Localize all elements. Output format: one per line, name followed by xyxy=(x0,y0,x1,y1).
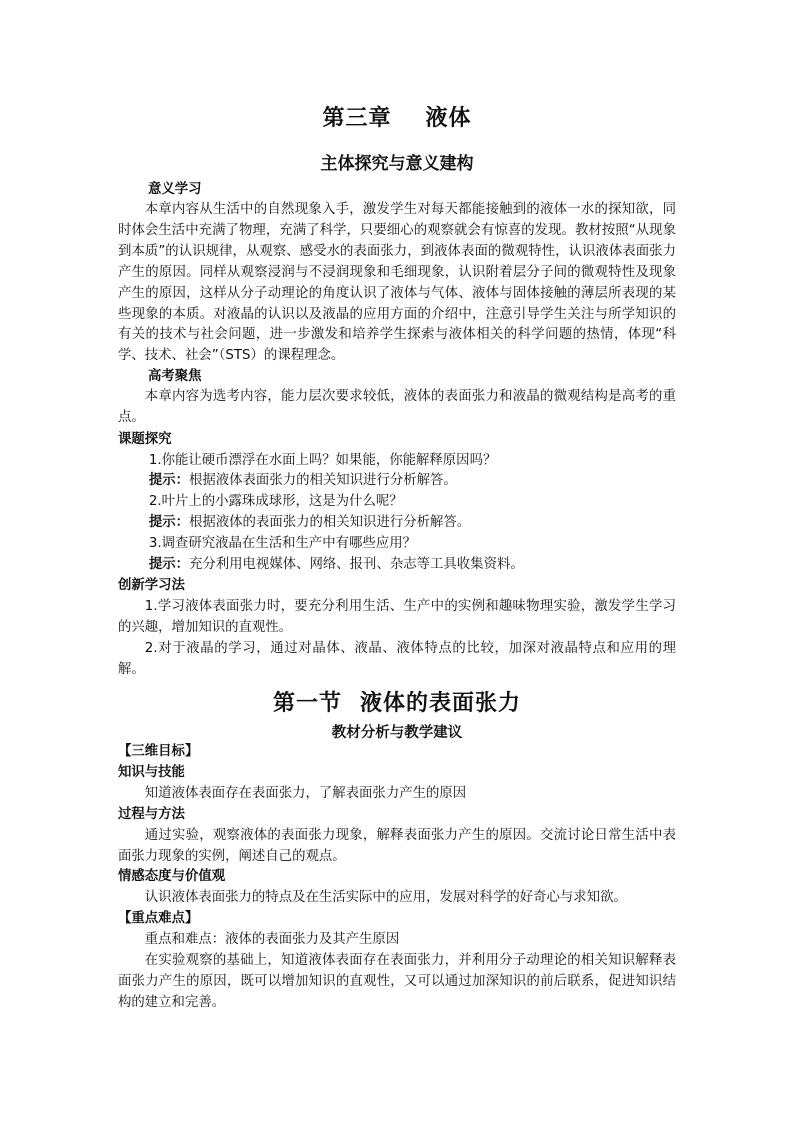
section-title: 第一节 液体的表面张力 xyxy=(272,691,522,716)
question-1: 1.你能让硬币漂浮在水面上吗？如果能，你能解释原因吗？ xyxy=(148,453,497,468)
paragraph-exam: 本章内容为选考内容，能力层次要求较低，液体的表面张力和液晶的微观结构是高考的重点。 xyxy=(118,389,676,425)
goal-attitude-heading: 情感态度与价值观 xyxy=(118,869,226,884)
section-heading-method: 创新学习法 xyxy=(118,578,185,593)
paragraph-meaning: 本章内容从生活中的自然现象入手，激发学生对每天都能接触到的液体一水的探知欲，同时体会生活中充满了物理，充满了科学，只要细心的观察就会有惊喜的发现。教材按照“从现象到本质”的认识规律，从观察、感受水的表面张力，到液体表面的微观特性，认识液体表面张力产生的原因。同样从观察浸润与不浸润现象和毛细现象，认识附着层分子间的微观特性及现象产生的原因，这样从分子动理论的角度认识了液体与气体、液体与固体接触的薄层所表现的某些现象的本质。对液晶的认识以及液晶的应用方面的介绍中，注意引导学生关注与所学知识的有关的技术与社会问题，进一步激发和培养学生探索与液体相关的科学问题的热情，体现“科学、技术、社会”（STS）的课程理念。 xyxy=(118,202,676,364)
goal-attitude-body: 认识液体表面张力的特点及在生活实际中的应用，发展对科学的好奇心与求知欲。 xyxy=(144,890,627,905)
tip-3: 提示：充分利用电视媒体、网络、报刊、杂志等工具收集资料。 xyxy=(148,557,524,572)
chapter-name: 液体 xyxy=(425,106,472,131)
section-subtitle: 教材分析与教学建议 xyxy=(331,725,463,741)
goal-knowledge-body: 知道液体表面存在表面张力，了解表面张力产生的原因 xyxy=(144,786,467,801)
key-points-body: 在实验观察的基础上，知道液体表面存在表面张力，并利用分子动理论的相关知识解释表面张力产生的原因，既可以增加知识的直观性，又可以通过加深知识的前后联系，促进知识结构的建立和完善。 xyxy=(118,953,676,1010)
section-heading-meaning: 意义学习 xyxy=(148,182,202,197)
section-heading-inquiry: 课题探究 xyxy=(118,432,172,447)
tip-1: 提示：根据液体表面张力的相关知识进行分析解答。 xyxy=(148,473,457,488)
key-points-line: 重点和难点：液体的表面张力及其产生原因 xyxy=(144,932,400,947)
goals-heading: 【三维目标】 xyxy=(118,744,199,759)
section-heading-exam: 高考聚焦 xyxy=(148,369,202,384)
goal-process-body: 通过实验，观察液体的表面张力现象，解释表面张力产生的原因。交流讨论日常生活中表面张力现象的实例，阐述自己的观点。 xyxy=(118,828,676,864)
chapter-title xyxy=(118,101,676,132)
key-points-heading: 【重点难点】 xyxy=(118,911,199,926)
tip-2: 提示：根据液体的表面张力的相关知识进行分析解答。 xyxy=(148,515,471,530)
question-2: 2.叶片上的小露珠成球形，这是为什么呢？ xyxy=(148,494,403,509)
goal-knowledge-heading: 知识与技能 xyxy=(118,765,185,780)
question-3: 3.调查研究液晶在生活和生产中有哪些应用？ xyxy=(148,536,417,551)
method-2: 2.对于液晶的学习，通过对晶体、液晶、液体特点的比较，加深对液晶特点和应用的理解。 xyxy=(118,641,676,677)
goal-process-heading: 过程与方法 xyxy=(118,807,185,822)
method-1: 1.学习液体表面张力时，要充分利用生活、生产中的实例和趣味物理实验，激发学生学习的兴趣，增加知识的直观性。 xyxy=(118,599,676,635)
chapter-number: 第三章 xyxy=(322,106,392,131)
chapter-subtitle: 主体探究与意义建构 xyxy=(320,154,474,174)
